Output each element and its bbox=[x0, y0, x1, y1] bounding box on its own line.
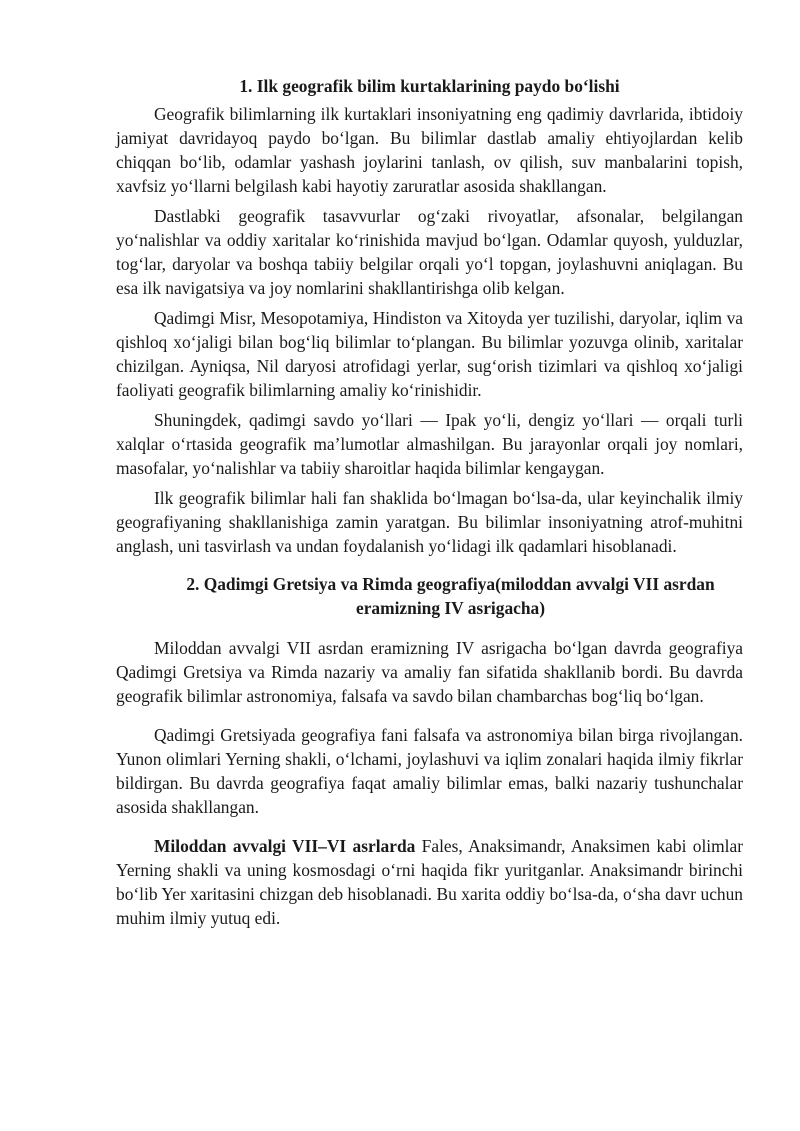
section-2-title-line-2: eramizning IV asrigacha) bbox=[355, 598, 546, 618]
section-1-title: 1. Ilk geografik bilim kurtaklarining paydo bo‘lishi bbox=[239, 76, 620, 96]
section-2-title-line-1: 2. Qadimgi Gretsiya va Rimda geografiya(miloddan avvalgi VII asrdan bbox=[186, 574, 715, 594]
section-1-paragraph-3: Qadimgi Misr, Mesopotamiya, Hindiston va Xitoyda yer tuzilishi, daryolar, iqlim va qishloq xo‘jaligi bilan bog‘liq bilimlar to‘plangan. Bu bilimlar yozuvga olinib, xaritalar chizilgan. Ayniqsa, Nil daryosi atrofidagi yerlar, sug‘orish tizimlari va qishloq xo‘jaligi faoliyati geografik bilimlarning amaliy ko‘rinishidir. bbox=[116, 308, 743, 400]
section-2-paragraph-2: Qadimgi Gretsiyada geografiya fani falsafa va astronomiya bilan birga rivojlangan. Yunon olimlari Yerning shakli, o‘lchami, joylashuvi va iqlim zonalari haqida ilmiy fikrlar bildirgan. Bu davrda geografiya faqat amaliy bilimlar emas, balki nazariy tushunchalar asosida shakllangan. bbox=[116, 725, 743, 817]
document-page bbox=[116, 74, 743, 930]
section-1-paragraph-2: Dastlabki geografik tasavvurlar og‘zaki rivoyatlar, afsonalar, belgilangan yo‘nalishlar va oddiy xaritalar ko‘rinishida mavjud bo‘lgan. Odamlar quyosh, yulduzlar, tog‘lar, daryolar va boshqa tabiiy belgilar orqali yo‘l topgan, joylashuvni aniqlagan. Bu esa ilk navigatsiya va joy nomlarini shakllantirishga olib kelgan. bbox=[116, 206, 743, 298]
section-1-paragraph-4: Shuningdek, qadimgi savdo yo‘llari — Ipak yo‘li, dengiz yo‘llari — orqali turli xalqlar o‘rtasida geografik ma’lumotlar almashilgan. Bu jarayonlar orqali joy nomlari, masofalar, yo‘nalishlar va tabiiy sharoitlar haqida bilimlar kengaygan. bbox=[116, 410, 743, 478]
section-2-paragraph-3-text: Fales, Anaksimandr, Anaksimen kabi olimlar Yerning shakli va uning kosmosdagi o‘rni haqida fikr yuritganlar. Anaksimandr birinchi bo‘lib Yer xaritasini chizgan deb hisoblanadi. Bu xarita oddiy bo‘lsa-da, o‘sha davr uchun muhim ilmiy yutuq edi. bbox=[116, 836, 743, 928]
section-2-title bbox=[116, 572, 743, 620]
section-1-paragraph-1: Geografik bilimlarning ilk kurtaklari insoniyatning eng qadimiy davrlarida, ibtidoiy jamiyat davridayoq paydo bo‘lgan. Bu bilimlar dastlab amaliy ehtiyojlardan kelib chiqqan bo‘lib, odamlar yashash joylarini tanlash, ov qilish, suv manbalarini topish, xavfsiz yo‘llarni belgilash kabi hayotiy zaruratlar asosida shakllangan. bbox=[116, 104, 743, 196]
section-2-paragraph-1: Miloddan avvalgi VII asrdan eramizning IV asrigacha bo‘lgan davrda geografiya Qadimgi Gretsiya va Rimda nazariy va amaliy fan sifatida shakllanib bordi. Bu davrda geografik bilimlar astronomiya, falsafa va savdo bilan chambarchas bog‘liq bo‘lgan. bbox=[116, 638, 743, 706]
section-2-paragraph-3-lead: Miloddan avvalgi VII–VI asrlarda bbox=[154, 836, 416, 856]
section-2-paragraph-3 bbox=[116, 834, 743, 930]
section-1-paragraph-5: Ilk geografik bilimlar hali fan shaklida bo‘lmagan bo‘lsa-da, ular keyinchalik ilmiy geografiyaning shakllanishiga zamin yaratgan. Bu bilimlar insoniyatning atrof-muhitni anglash, uni tasvirlash va undan foydalanish yo‘lidagi ilk qadamlari hisoblanadi. bbox=[116, 488, 743, 556]
